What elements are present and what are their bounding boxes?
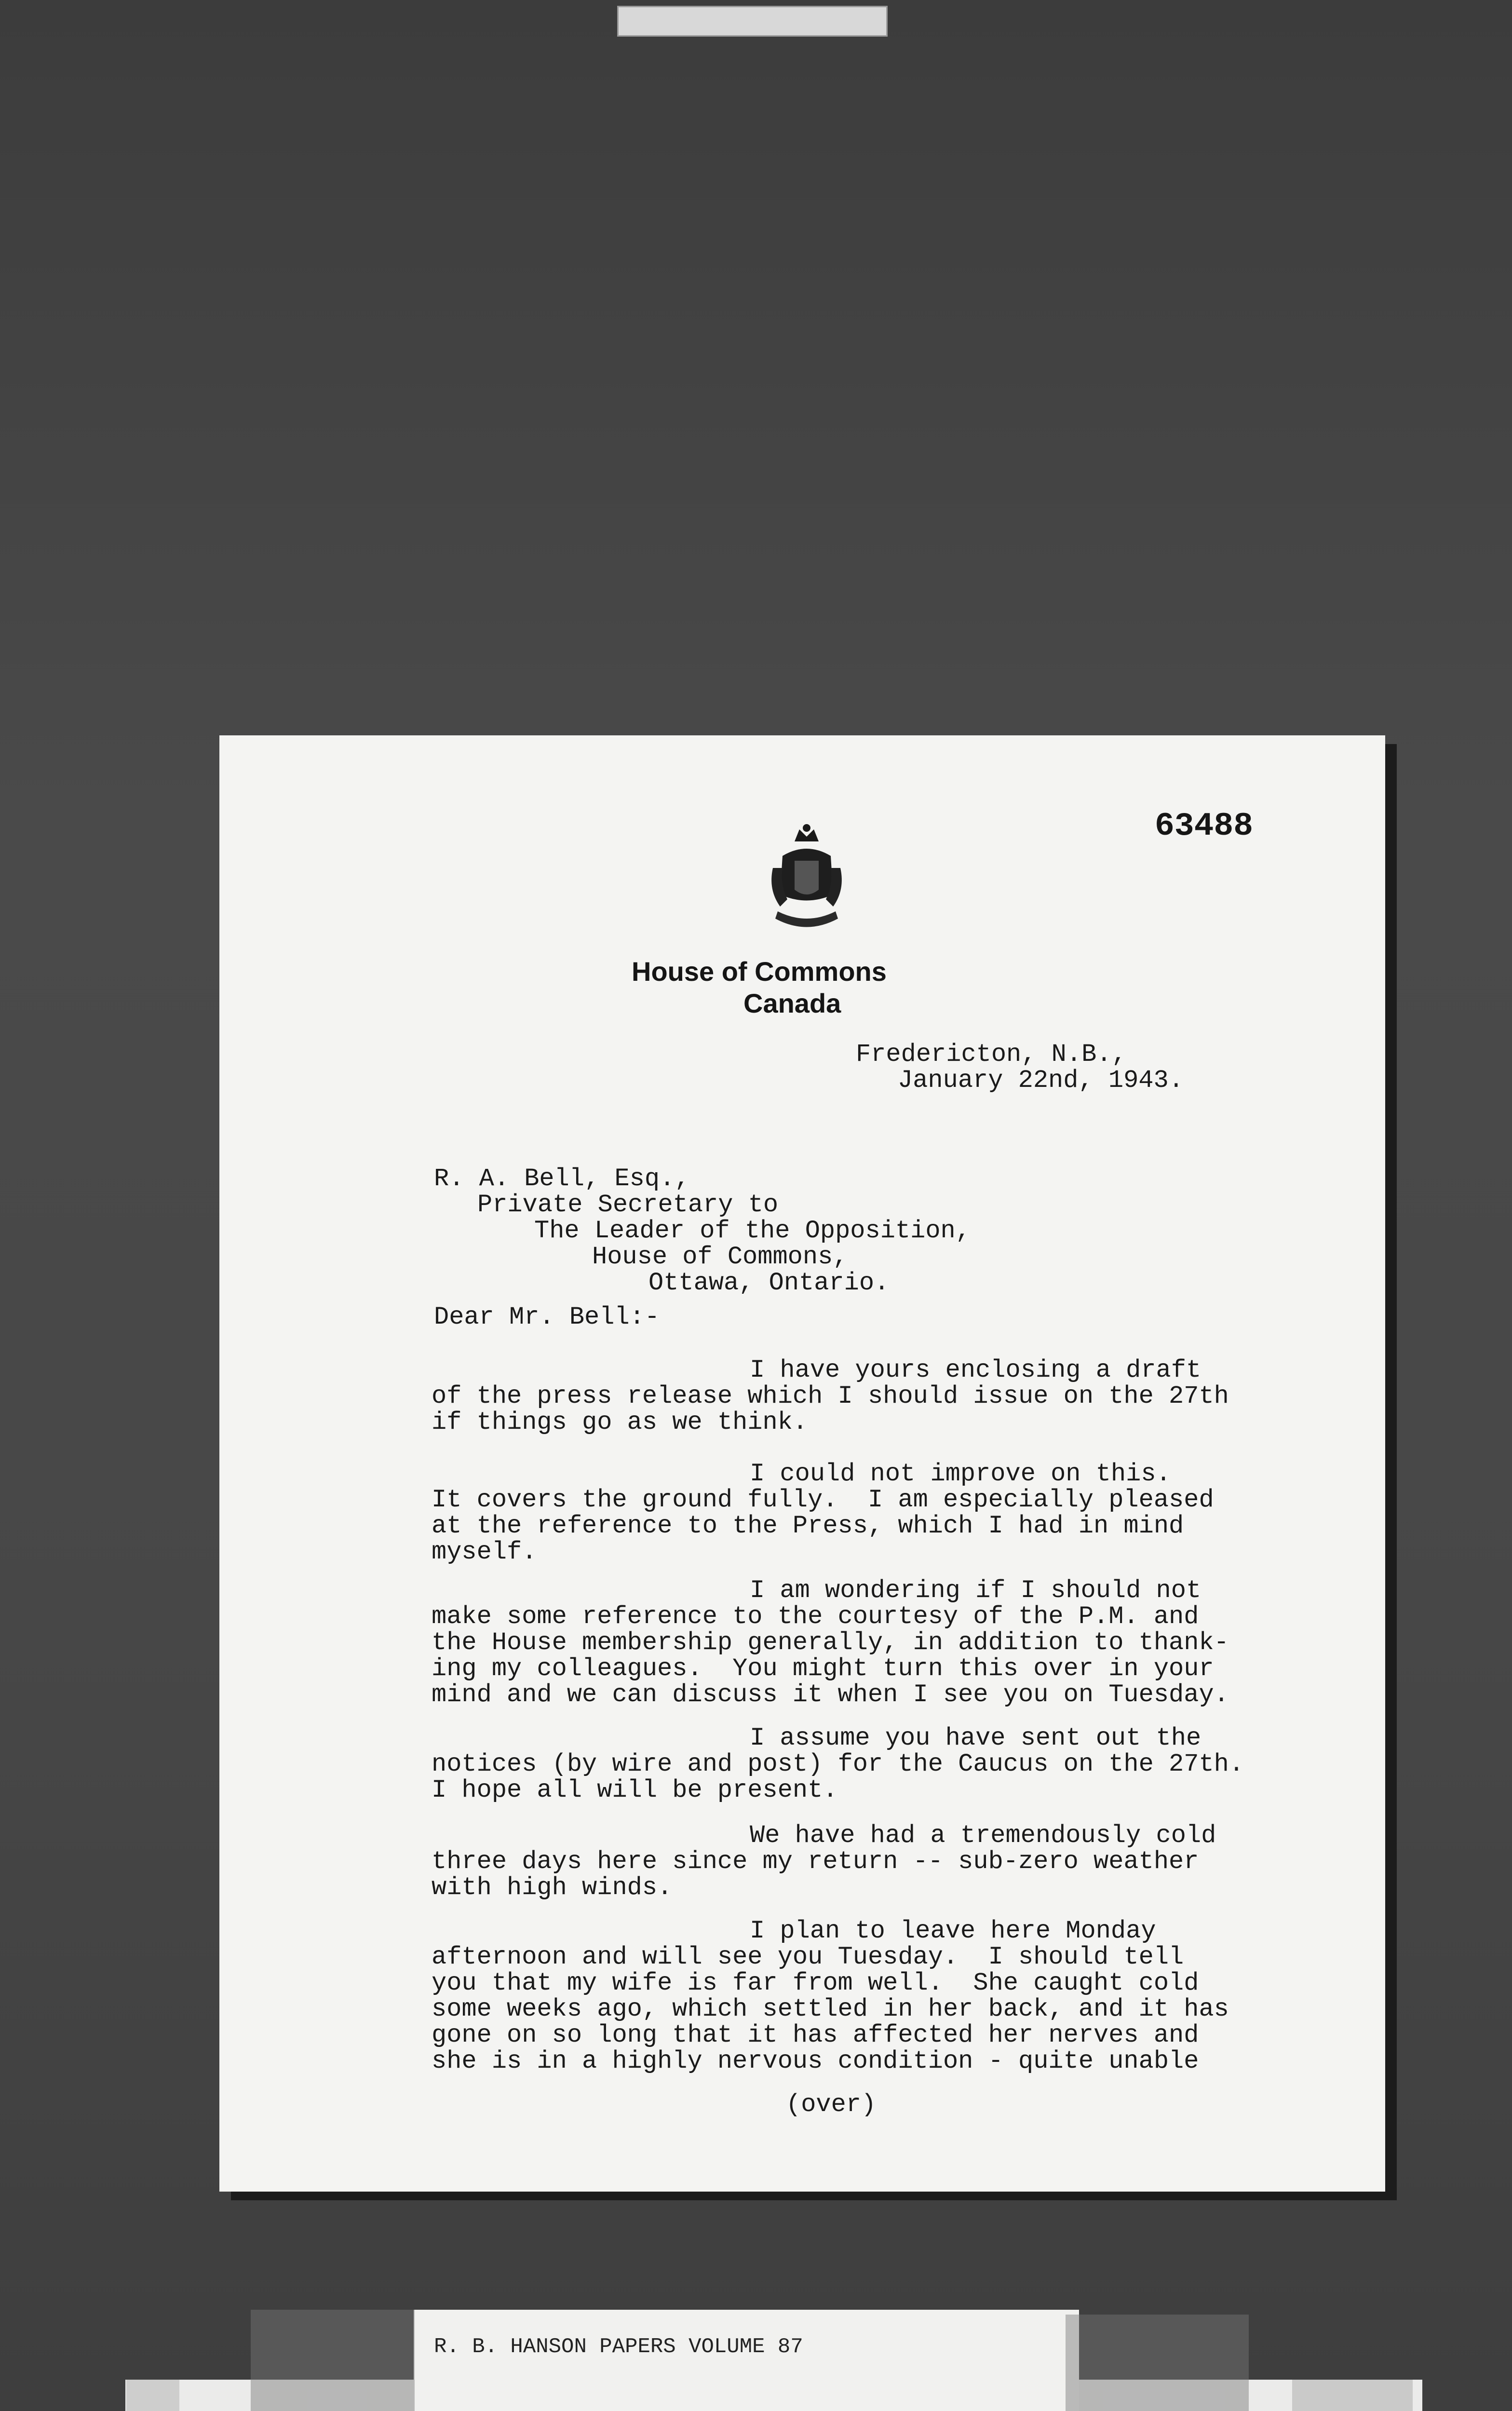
- paragraph-line: myself.: [432, 1538, 537, 1566]
- tape-strip: [126, 2380, 179, 2411]
- paragraph-line: afternoon and will see you Tuesday. I should tell: [432, 1943, 1184, 1971]
- paragraph-line: gone on so long that it has affected her nerves and: [432, 2021, 1199, 2049]
- salutation: Dear Mr. Bell:-: [434, 1303, 660, 1331]
- paragraph-line: I am wondering if I should not: [750, 1576, 1202, 1605]
- collection-label-card: [414, 2310, 1079, 2411]
- tape-strip: [1292, 2380, 1413, 2411]
- paragraph-line: with high winds.: [432, 1873, 673, 1902]
- collection-label: R. B. HANSON PAPERS VOLUME 87: [434, 2335, 803, 2359]
- royal-coat-of-arms-icon: [766, 822, 848, 938]
- paragraph-line: some weeks ago, which settled in her back, and it has: [432, 1995, 1229, 2023]
- document-number: 63488: [1155, 808, 1254, 845]
- paragraph-line: It covers the ground fully. I am especially pleased: [432, 1486, 1214, 1514]
- paragraph-line: I have yours enclosing a draft: [750, 1356, 1202, 1384]
- addressee-line: The Leader of the Opposition,: [534, 1217, 971, 1245]
- paragraph-line: I could not improve on this.: [750, 1460, 1171, 1488]
- letterhead-title: House of Commons: [632, 956, 887, 987]
- paragraph-line: We have had a tremendously cold: [750, 1821, 1216, 1850]
- addressee-line: Private Secretary to: [477, 1191, 779, 1219]
- paragraph-line: mind and we can discuss it when I see you on Tuesday.: [432, 1680, 1229, 1709]
- addressee-line: Ottawa, Ontario.: [648, 1269, 890, 1297]
- letterhead-subtitle: Canada: [743, 988, 841, 1018]
- paragraph-line: I plan to leave here Monday: [750, 1917, 1156, 1945]
- paragraph-line: at the reference to the Press, which I had in mind: [432, 1512, 1184, 1540]
- paragraph-line: the House membership generally, in addition to thank-: [432, 1628, 1229, 1657]
- tape-strip: [251, 2310, 415, 2411]
- tape-strip: [1066, 2315, 1249, 2411]
- paragraph-line: I assume you have sent out the: [750, 1724, 1202, 1752]
- paragraph-line: you that my wife is far from well. She caught cold: [432, 1969, 1199, 1997]
- paragraph-line: notices (by wire and post) for the Caucus on the 27th.: [432, 1750, 1244, 1778]
- paragraph-line: I hope all will be present.: [432, 1776, 838, 1804]
- addressee-line: R. A. Bell, Esq.,: [434, 1165, 690, 1193]
- continuation-note: (over): [786, 2090, 877, 2119]
- letter-place: Fredericton, N.B.,: [856, 1040, 1127, 1069]
- letter-date: January 22nd, 1943.: [898, 1066, 1184, 1095]
- paragraph-line: ing my colleagues. You might turn this over in your: [432, 1654, 1214, 1683]
- addressee-line: House of Commons,: [592, 1243, 848, 1271]
- paragraph-line: three days here since my return -- sub-zero weather: [432, 1847, 1199, 1876]
- paragraph-line: if things go as we think.: [432, 1408, 808, 1436]
- paragraph-line: make some reference to the courtesy of the P.M. and: [432, 1602, 1199, 1631]
- top-clip: [617, 6, 888, 37]
- paragraph-line: she is in a highly nervous condition - quite unable: [432, 2047, 1199, 2075]
- paragraph-line: of the press release which I should issue on the 27th: [432, 1382, 1229, 1410]
